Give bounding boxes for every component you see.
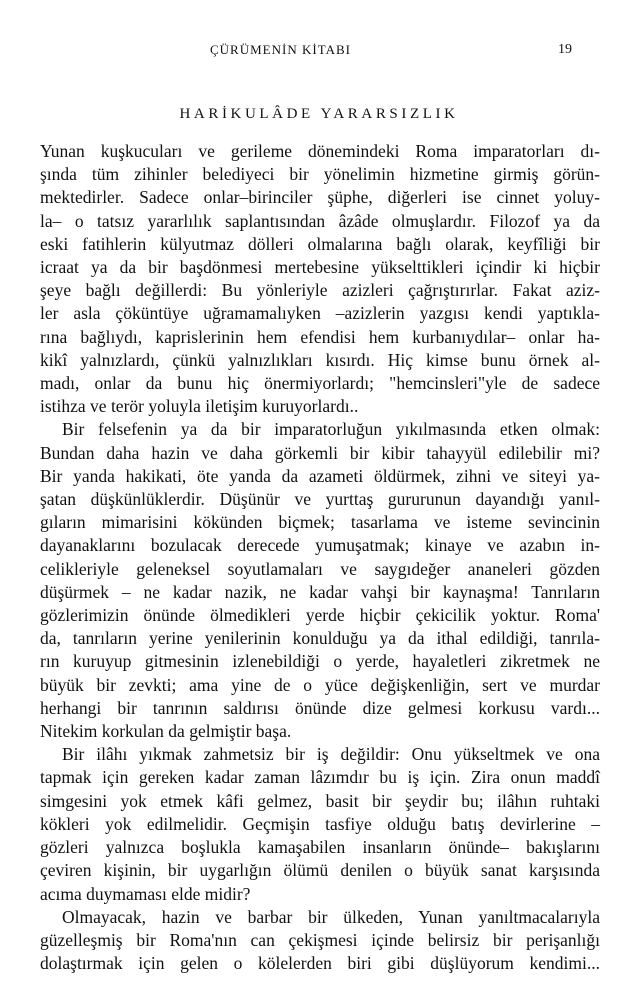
chapter-title: HARİKULÂDE YARARSIZLIK [179, 106, 459, 122]
text-line: kikî yalnızlardı, çünkü yalnızlıkları kısırdı. Hiç kimse bunu örnek al- [40, 349, 600, 370]
text-line: acıma duymaması elde midir? [40, 883, 251, 904]
text-line: gözleri yalnızca boşlukla kamaşabilen insanların önünde– bakışlarını [40, 837, 600, 858]
text-line: büyük bir zevkti; ama yine de o yüce değişkenliğin, sert ve murdar [40, 674, 600, 695]
text-line: tapmak için gereken kadar zaman lâzımdır bu iş için. Zira onun maddî [40, 767, 600, 788]
text-line: Bir ilâhı yıkmak zahmetsiz bir iş değildir: Onu yükseltmek ve ona [62, 744, 600, 765]
text-line: Nitekim korkulan da gelmiştir başa. [40, 721, 292, 742]
text-line: Bundan daha hazin ve daha görkemli bir kibir tahayyül edilebilir mi? [40, 442, 600, 463]
body-text [40, 140, 600, 975]
text-line: Bir yanda hakikati, öte yanda da azameti öldürmek, zihni ve siteyi ya- [40, 465, 600, 486]
text-line: Bir felsefenin ya da bir imparatorluğun yıkılmasında etken olmak: [62, 419, 600, 440]
text-line: istihza ve terör yoluyla iletişim kuruyorlardı.. [40, 396, 359, 417]
text-line: şeye bağlı değillerdi: Bu yönleriyle azizleri çağrıştırırlar. Fakat aziz- [40, 280, 600, 301]
text-line: herhangi bir tanrının saldırısı önünde dize gelmesi korkusu vardı... [40, 697, 600, 718]
text-line: la– o tatsız yararlılık saplantısından âzâde olmuşlardır. Filozof ya da [40, 210, 600, 231]
text-line: şında tüm zihinler belediyeci bir yönelimin hizmetine girmiş görün- [40, 164, 600, 185]
text-line: Olmayacak, hazin ve barbar bir ülkeden, Yunan yanıltmacalarıyla [62, 906, 600, 927]
text-line: çeviren kişinin, bir uygarlığın ölümü denilen o büyük sanat karşısında [40, 860, 600, 881]
text-line: düşürmek – ne kadar nazik, ne kadar vahşi bir kaynaşma! Tanrıların [40, 581, 600, 602]
text-line: güzelleşmiş bir Roma'nın can çekişmesi içinde belirsiz bir perişanlığı [40, 929, 600, 950]
text-line: madı, onlar da bunu hiç önermiyorlardı; "hemcinsleri"yle de sadece [40, 373, 600, 394]
page-number: 19 [558, 42, 572, 57]
text-line: gıların mimarisini kökünden biçmek; tasarlama ve isteme sevincinin [40, 512, 600, 533]
running-title: ÇÜRÜMENİN KİTABI [210, 42, 351, 57]
text-line: dayanaklarını bozulacak derecede yumuşatmak; kinaye ve azabın in- [40, 535, 600, 556]
text-line: gözlerimizin önünde ölmedikleri yerde hiçbir çekicilik yoktur. Roma' [40, 605, 600, 626]
text-line: icraat ya da bir başdönmesi mertebesine yükselttikleri içindir ki hiçbir [40, 257, 600, 278]
text-line: simgesini yok etmek kâfi gelmez, basit bir şeydir bu; ilâhın ruhtaki [40, 790, 600, 811]
text-line: celikleriyle geleneksel soyutlamaları ve saygıdeğer ananeleri gözden [40, 558, 600, 579]
text-line: kökleri yok edilmelidir. Geçmişin tasfiye olduğu batış devirlerine – [40, 813, 600, 834]
text-line: rına bağlıydı, kaprislerinin hem efendisi hem kurbanıydılar– onlar ha- [40, 326, 600, 347]
text-line: da, tanrıların yerine yenilerinin konulduğu ya da ithal edildiği, tanrıla- [40, 628, 600, 649]
text-line: şatan düşkünlüklerdir. Düşünür ve yurttaş gururunun dayandığı yanıl- [40, 489, 600, 510]
text-line: dolaştırmak için gelen o kölelerden biri gibi düşlüyorum kendimi... [40, 953, 600, 974]
text-line: eski fatihlerin külyutmaz dölleri olmalarına bağlı olarak, keyfîliği bir [40, 233, 600, 254]
text-line: ler asla çöküntüye uğramamalıyken –azizlerin yazgısı kendi yaptıkla- [40, 303, 600, 324]
text-line: mektedirler. Sadece onlar–birinciler şüphe, diğerleri ise cinnet yoluy- [40, 187, 600, 208]
text-line: rın kuruyup gitmesinin izlenebildiği o yerde, hayaletleri zikretmek ne [40, 651, 600, 672]
text-line: Yunan kuşkucuları ve gerileme dönemindeki Roma imparatorları dı- [40, 141, 600, 161]
